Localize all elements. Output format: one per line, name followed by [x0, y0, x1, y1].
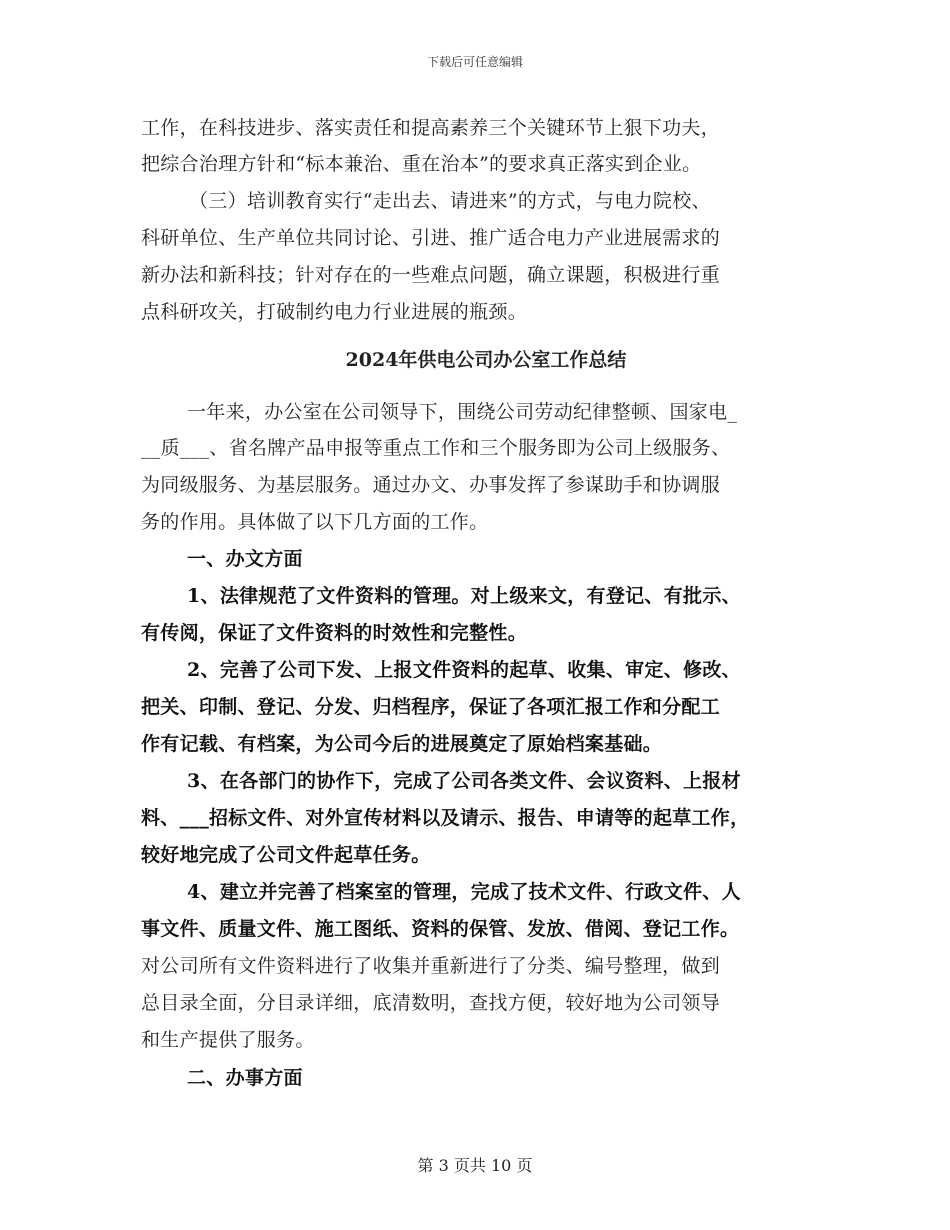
paragraph-line: 新办法和新科技；针对存在的一些难点问题，确立课题，积极进行重: [141, 264, 721, 286]
paragraph-line: 一年来，办公室在公司领导下，围绕公司劳动纪律整顿、国家电_: [187, 401, 738, 423]
paragraph-line: 2、完善了公司下发、上报文件资料的起草、收集、审定、修改、: [187, 659, 741, 681]
paragraph-line: 有传阅，保证了文件资料的时效性和完整性。: [141, 622, 528, 644]
paragraph-line: 4、建立并完善了档案室的管理，完成了技术文件、行政文件、人: [187, 881, 741, 903]
section-heading: 二、办事方面: [187, 1067, 303, 1089]
paragraph-line: 料、___招标文件、对外宣传材料以及请示、报告、申请等的起草工作，: [141, 807, 750, 829]
page-header-note: 下载后可任意编辑: [426, 55, 523, 69]
paragraph-line: __质___、省名牌产品申报等重点工作和三个服务即为公司上级服务、: [141, 437, 731, 459]
paragraph-line: 3、在各部门的协作下，完成了公司各类文件、会议资料、上报材: [187, 770, 741, 792]
paragraph-line: 和生产提供了服务。: [141, 1029, 315, 1051]
paragraph-line: 科研单位、生产单位共同讨论、引进、推广适合电力产业进展需求的: [141, 227, 721, 249]
document-title: 2024年供电公司办公室工作总结: [345, 349, 627, 371]
paragraph-line: 事文件、质量文件、施工图纸、资料的保管、发放、借阅、登记工作。: [141, 918, 740, 940]
paragraph-line: 点科研攻关，打破制约电力行业进展的瓶颈。: [141, 301, 528, 323]
paragraph-line: 总目录全面，分目录详细，底清数明，查找方便，较好地为公司领导: [141, 992, 721, 1014]
paragraph-line: （三）培训教育实行“走出去、请进来”的方式，与电力院校、: [189, 190, 711, 212]
paragraph-line: 把关、印制、登记、分发、归档程序，保证了各项汇报工作和分配工: [141, 696, 721, 718]
paragraph-line: 工作，在科技进步、落实责任和提高素养三个关键环节上狠下功夫，: [141, 117, 721, 139]
page-footer-number: 第 3 页共 10 页: [417, 1156, 533, 1175]
paragraph-line: 把综合治理方针和“标本兼治、重在治本”的要求真正落实到企业。: [141, 153, 702, 175]
paragraph-line: 为同级服务、为基层服务。通过办文、办事发挥了参谋助手和协调服: [141, 474, 721, 496]
paragraph-line: 作有记载、有档案，为公司今后的进展奠定了原始档案基础。: [141, 733, 663, 755]
paragraph-line: 1、法律规范了文件资料的管理。对上级来文，有登记、有批示、: [187, 585, 741, 607]
paragraph-line: 务的作用。具体做了以下几方面的工作。: [141, 511, 489, 533]
paragraph-line: 对公司所有文件资料进行了收集并重新进行了分类、编号整理，做到: [141, 955, 721, 977]
paragraph-line: 较好地完成了公司文件起草任务。: [141, 844, 431, 866]
section-heading: 一、办文方面: [187, 548, 303, 570]
